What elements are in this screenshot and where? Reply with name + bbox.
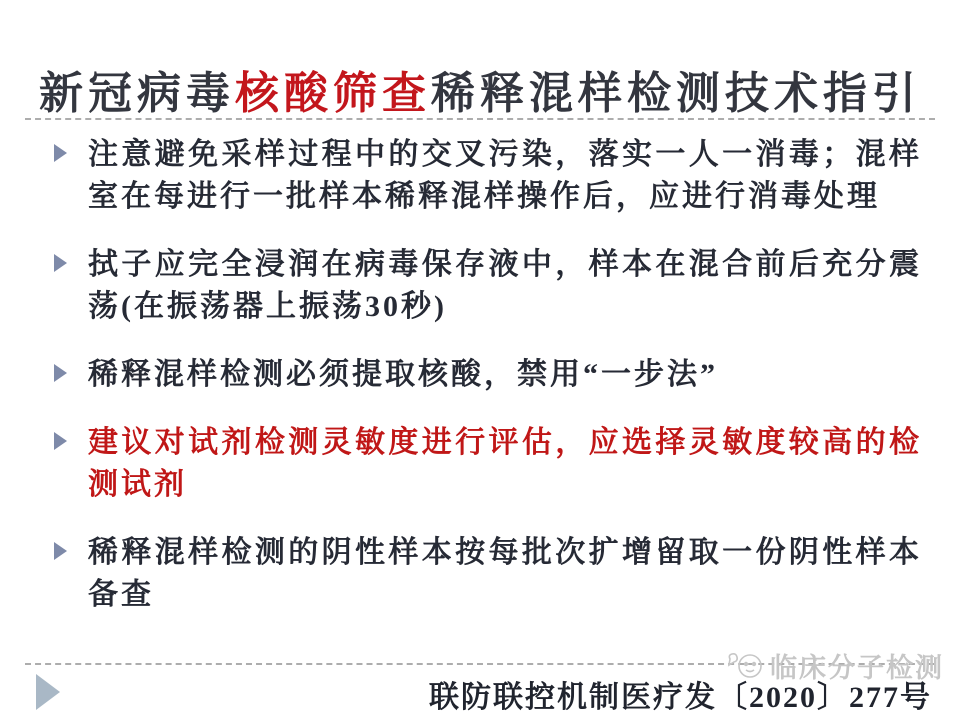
bullet-list (52, 134, 922, 642)
title-divider (25, 118, 935, 120)
bullet-text: 稀释混样检测的阴性样本按每批次扩增留取一份阴性样本备查 (88, 536, 922, 611)
bullet-item (52, 354, 922, 396)
title-segment-dark-2: 稀释混样检测技术指引 (431, 69, 921, 119)
title-segment-dark-1: 新冠病毒 (39, 69, 235, 119)
bullet-triangle-icon (54, 542, 67, 560)
bullet-item-emphasis (52, 422, 922, 506)
bullet-item (52, 134, 922, 218)
bullet-triangle-icon (54, 364, 67, 382)
bullet-text: 稀释混样检测必须提取核酸，禁用“一步法” (88, 358, 718, 391)
bullet-text: 建议对试剂检测灵敏度进行评估，应选择灵敏度较高的检测试剂 (88, 426, 922, 501)
slide-title (30, 57, 930, 121)
document-reference: 联防联控机制医疗发〔2020〕277号 (429, 681, 932, 714)
bullet-item (52, 532, 922, 616)
bullet-text: 拭子应完全浸润在病毒保存液中，样本在混合前后充分震荡(在振荡器上振荡30秒) (88, 248, 922, 323)
bullet-text: 注意避免采样过程中的交叉污染，落实一人一消毒；混样室在每进行一批样本稀释混样操作后，应进行消毒处理 (88, 138, 922, 213)
bullet-item (52, 244, 922, 328)
bullet-triangle-icon (54, 254, 67, 272)
bullet-triangle-icon (54, 432, 67, 450)
corner-triangle-icon (36, 674, 60, 710)
bullet-triangle-icon (54, 144, 67, 162)
watermark (726, 646, 944, 685)
mascot-logo-icon (726, 649, 766, 683)
watermark-text: 临床分子检测 (770, 653, 944, 683)
title-segment-red: 核酸筛查 (235, 69, 431, 119)
